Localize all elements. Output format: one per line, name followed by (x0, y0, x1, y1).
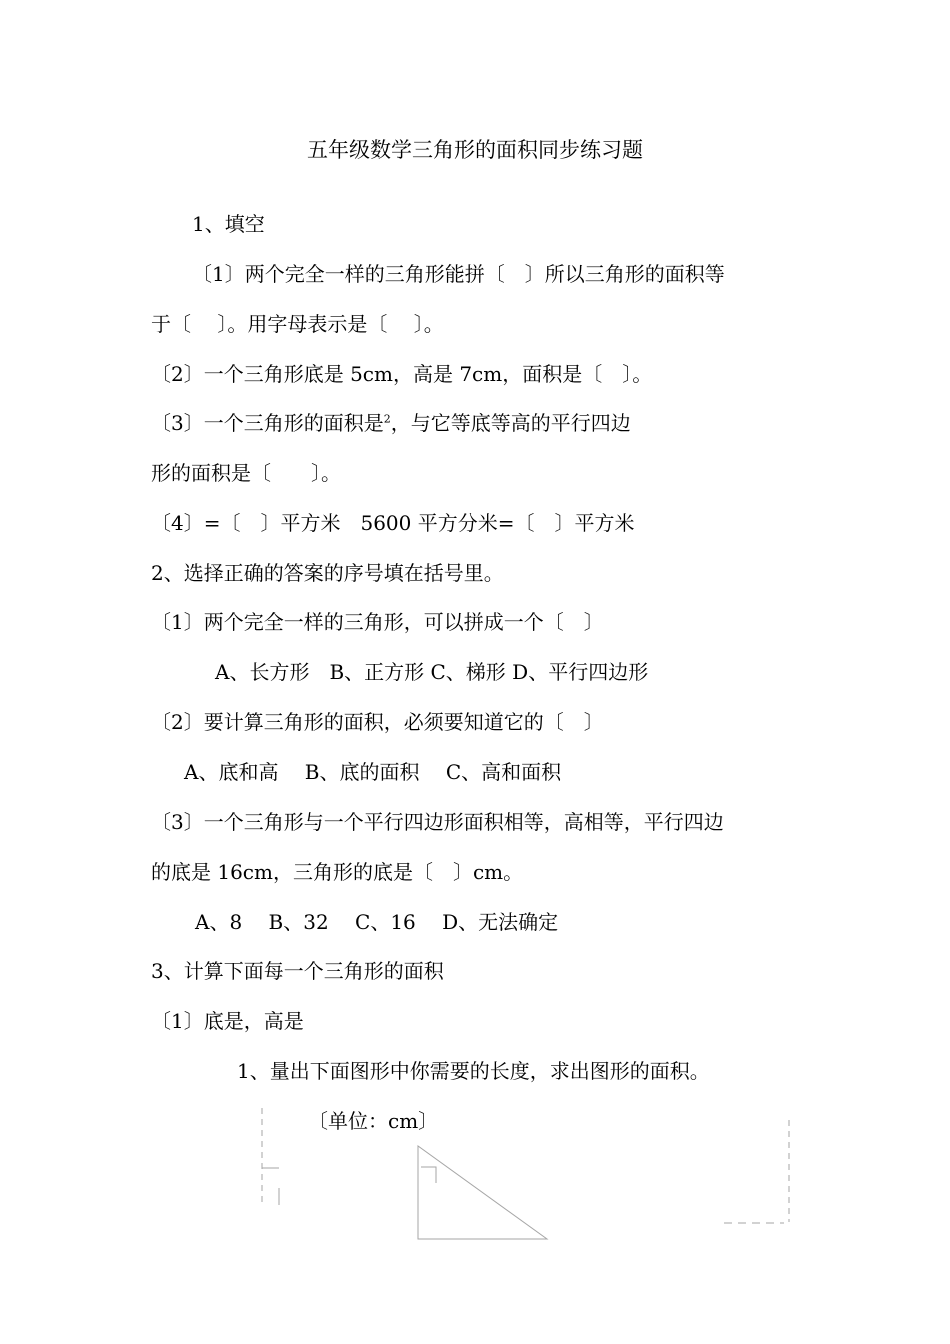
fill-q3-part-b: ，与它等底等高的平行四边 (390, 411, 631, 435)
calc-q1: 〔1〕底是，高是 (151, 1009, 304, 1033)
section1-heading: 1、填空 (192, 212, 265, 236)
section2-heading: 2、选择正确的答案的序号填在括号里。 (151, 561, 504, 585)
choice-q3-line1: 〔3〕一个三角形与一个平行四边形面积相等，高相等，平行四边 (151, 810, 724, 834)
page-title: 五年级数学三角形的面积同步练习题 (307, 138, 643, 162)
right-triangle (418, 1146, 547, 1239)
fill-q3-line2: 形的面积是〔 〕。 (151, 461, 341, 485)
fill-q3-superscript: 2 (383, 412, 391, 426)
fill-q4: 〔4〕=〔 〕平方米 5600 平方分米=〔 〕平方米 (151, 511, 635, 535)
choice-q3-options: A、8 B、32 C、16 D、无法确定 (195, 910, 559, 934)
measure-heading: 1、量出下面图形中你需要的长度，求出图形的面积。 (237, 1059, 710, 1083)
choice-q2: 〔2〕要计算三角形的面积，必须要知道它的〔 〕 (151, 710, 604, 734)
choice-q3-line2: 的底是 16cm，三角形的底是〔 〕cm。 (151, 860, 524, 884)
fill-q2: 〔2〕一个三角形底是 5cm，高是 7cm，面积是〔 〕。 (151, 362, 653, 386)
fill-q1-line2: 于〔 〕。用字母表示是〔 〕。 (151, 312, 444, 336)
choice-q2-options: A、底和高 B、底的面积 C、高和面积 (184, 760, 562, 784)
section3-heading: 3、计算下面每一个三角形的面积 (151, 959, 444, 983)
choice-q1-options: A、长方形 B、正方形 C、梯形 D、平行四边形 (215, 660, 649, 684)
triangle-angle-mark (421, 1167, 436, 1183)
unit-label: 〔单位：cm〕 (308, 1109, 439, 1133)
choice-q1: 〔1〕两个完全一样的三角形，可以拼成一个〔 〕 (151, 610, 604, 634)
fill-q1-line1: 〔1〕两个完全一样的三角形能拼〔 〕所以三角形的面积等 (192, 262, 725, 286)
fill-q3-line1 (151, 410, 631, 436)
fill-q3-part-a: 〔3〕一个三角形的面积是 (151, 411, 384, 435)
